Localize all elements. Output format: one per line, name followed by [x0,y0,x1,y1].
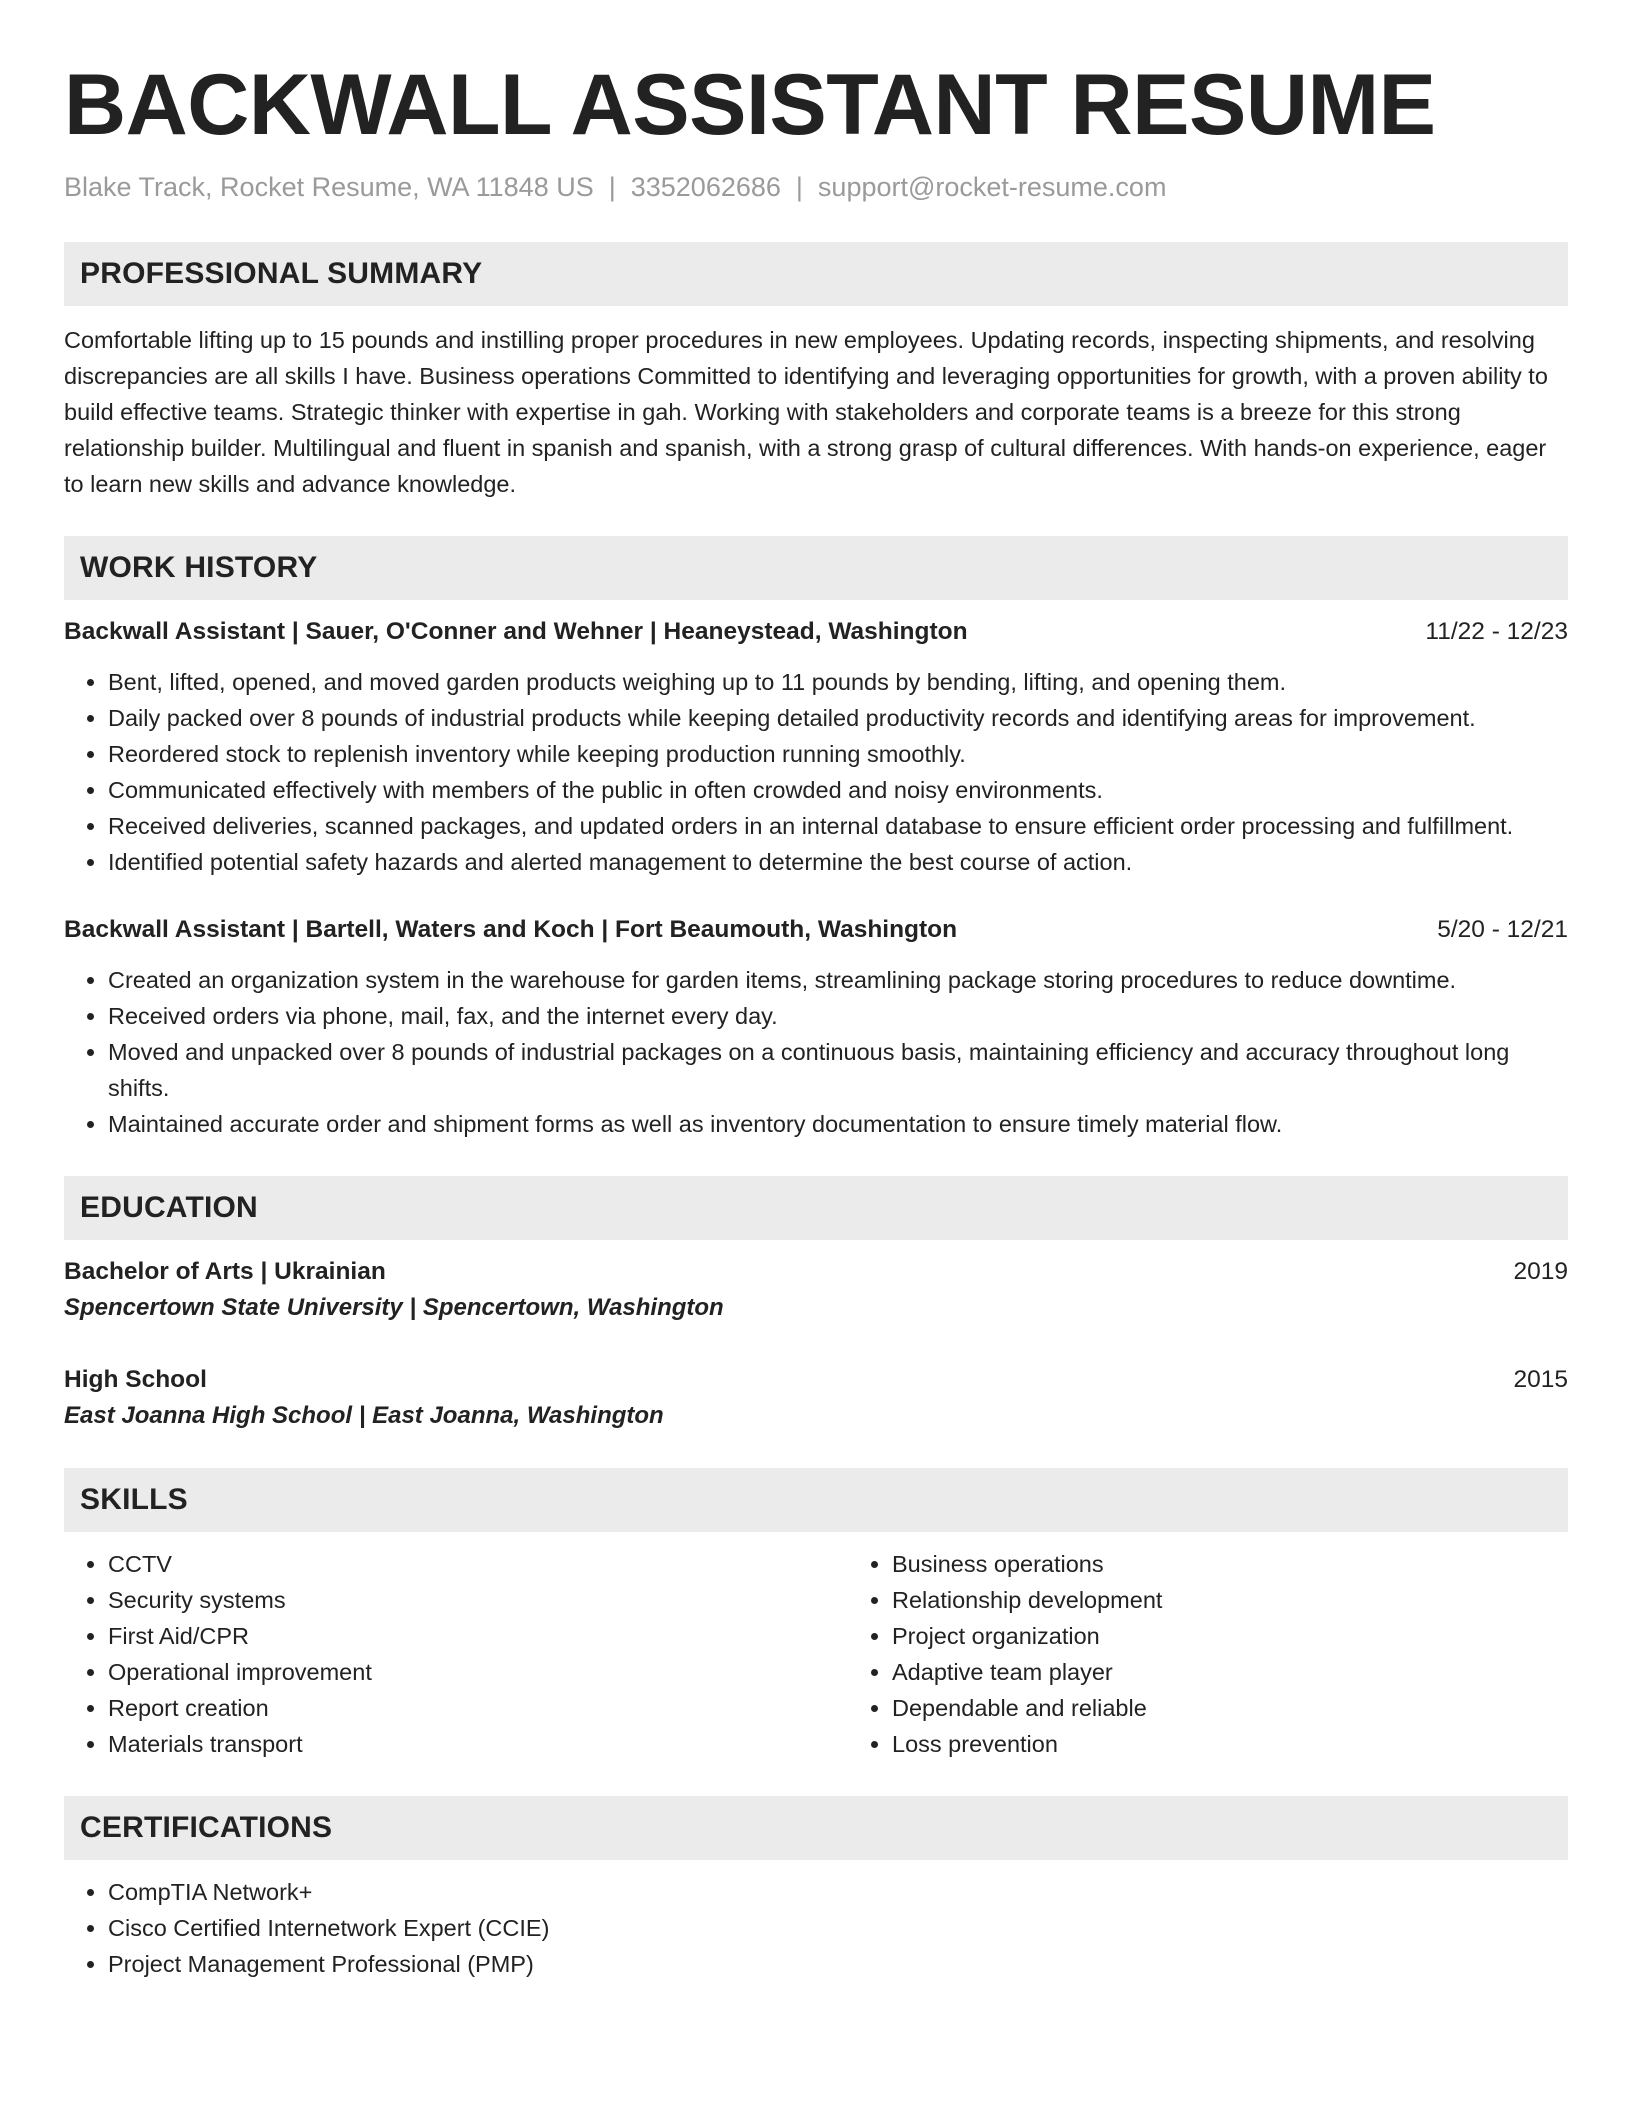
job-bullet: • Daily packed over 8 pounds of industrial products while keeping detailed productivity records and identifying areas for improvement. [108,700,1568,736]
job-entry [64,614,1568,880]
education-degree: Bachelor of Arts | Ukrainian [64,1258,386,1285]
certifications-list [64,1874,1568,1982]
certification-item: • CompTIA Network+ [108,1874,1568,1910]
skills-list-left [64,1546,848,1762]
job-bullet: • Received orders via phone, mail, fax, and the internet every day. [108,998,1568,1034]
job-bullet: • Bent, lifted, opened, and moved garden products weighing up to 11 pounds by bending, lifting, and opening them. [108,664,1568,700]
skills-grid [64,1546,1568,1762]
job-title: Backwall Assistant | Bartell, Waters and Koch | Fort Beaumouth, Washington [64,916,958,943]
section-header-skills: SKILLS [64,1468,1568,1532]
education-entry [64,1254,1568,1326]
education-school: East Joanna High School | East Joanna, Washington [64,1402,664,1429]
contact-phone: 3352062686 [630,172,781,202]
contact-email: support@rocket-resume.com [817,172,1167,202]
skill-item: • Operational improvement [108,1654,848,1690]
skill-item: • Dependable and reliable [892,1690,1568,1726]
education-degree: High School [64,1366,207,1393]
skills-list-right [848,1546,1568,1762]
job-header [64,614,1568,650]
education-entry [64,1362,1568,1434]
education-year: 2015 [1513,1366,1568,1393]
section-header-education: EDUCATION [64,1176,1568,1240]
certification-item: • Project Management Professional (PMP) [108,1946,1568,1982]
skill-item: • CCTV [108,1546,848,1582]
resume-title: BACKWALL ASSISTANT RESUME [64,57,1436,153]
skill-item: • Loss prevention [892,1726,1568,1762]
summary-text: Comfortable lifting up to 15 pounds and instilling proper procedures in new employees. Updating records, inspecting shipments, and resolving discrepancies are all skills I have. Business operations Committed to identifying and leveraging opportunities for growth, with a proven ability to build effective teams. Strategic thinker with expertise in gah. Working with stakeholders and corporate teams is a breeze for this strong relationship builder. Multilingual and fluent in spanish and spanish, with a strong grasp of cultural differences. With hands-on experience, eager to learn new skills and advance knowledge. [64,327,1548,497]
skill-item: • Adaptive team player [892,1654,1568,1690]
job-bullet: • Received deliveries, scanned packages, and updated orders in an internal database to ensure efficient order processing and fulfillment. [108,808,1568,844]
job-bullet: • Maintained accurate order and shipment forms as well as inventory documentation to ensure timely material flow. [108,1106,1568,1142]
skill-item: • Security systems [108,1582,848,1618]
skill-item: • Report creation [108,1690,848,1726]
section-header-summary: PROFESSIONAL SUMMARY [64,242,1568,306]
education-header [64,1362,1568,1398]
section-header-work-history: WORK HISTORY [64,536,1568,600]
skill-item: • First Aid/CPR [108,1618,848,1654]
contact-line [64,172,1568,203]
job-entry [64,912,1568,1142]
contact-separator: | [608,172,616,202]
certification-item: • Cisco Certified Internetwork Expert (CCIE) [108,1910,1568,1946]
job-dates: 5/20 - 12/21 [1437,916,1568,943]
section-header-certifications: CERTIFICATIONS [64,1796,1568,1860]
job-title: Backwall Assistant | Sauer, O'Conner and Wehner | Heaneystead, Washington [64,618,968,645]
job-bullet: • Moved and unpacked over 8 pounds of industrial packages on a continuous basis, maintaining efficiency and accuracy throughout long shifts. [108,1034,1568,1106]
contact-address: Blake Track, Rocket Resume, WA 11848 US [64,172,594,202]
skill-item: • Project organization [892,1618,1568,1654]
job-bullets [64,664,1568,880]
skill-item: • Relationship development [892,1582,1568,1618]
job-bullet: • Created an organization system in the warehouse for garden items, streamlining package storing procedures to reduce downtime. [108,962,1568,998]
skill-item: • Business operations [892,1546,1568,1582]
job-bullet: • Reordered stock to replenish inventory while keeping production running smoothly. [108,736,1568,772]
job-header [64,912,1568,948]
job-bullets [64,962,1568,1142]
job-dates: 11/22 - 12/23 [1425,618,1568,645]
education-school: Spencertown State University | Spencertown, Washington [64,1294,724,1321]
skill-item: • Materials transport [108,1726,848,1762]
contact-separator: | [795,172,803,202]
job-bullet: • Identified potential safety hazards and alerted management to determine the best course of action. [108,844,1568,880]
education-year: 2019 [1513,1258,1568,1285]
education-header [64,1254,1568,1290]
job-bullet: • Communicated effectively with members of the public in often crowded and noisy environments. [108,772,1568,808]
